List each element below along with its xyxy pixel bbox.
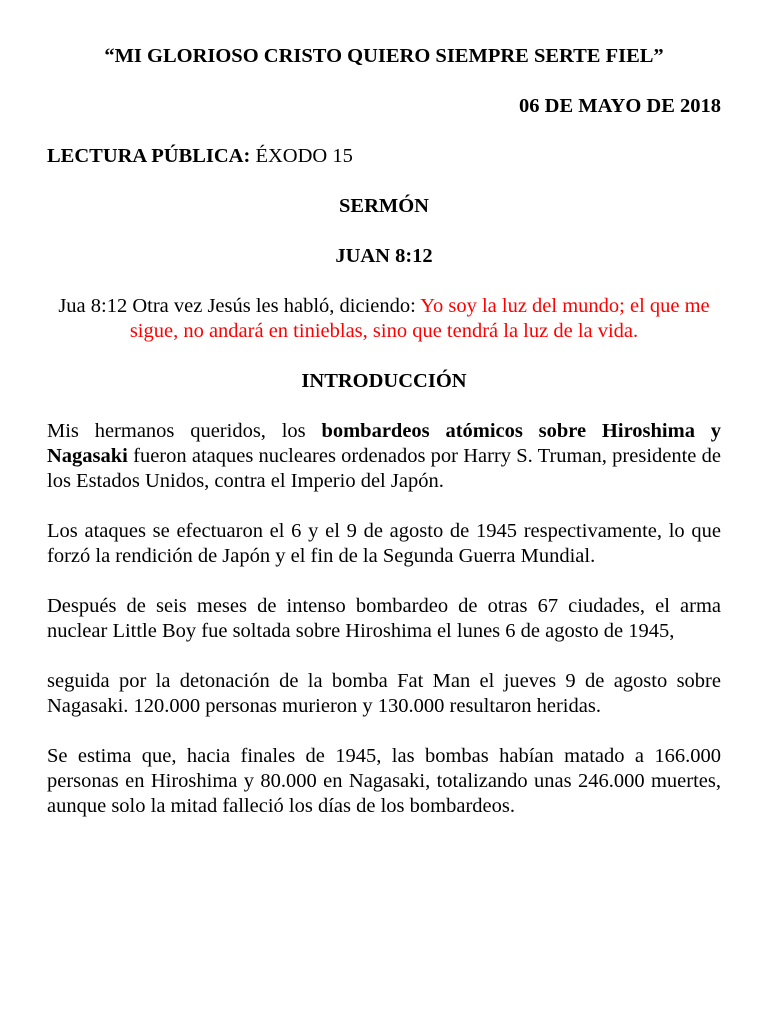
scripture-verse bbox=[47, 294, 721, 344]
paragraph-2: Los ataques se efectuaron el 6 y el 9 de agosto de 1945 respectivamente, lo que forzó la rendición de Japón y el fin de la Segunda Guerra Mundial. bbox=[47, 520, 721, 567]
sermon-date: 06 DE MAYO DE 2018 bbox=[519, 95, 721, 117]
paragraph-1 bbox=[47, 419, 721, 494]
paragraph-5: Se estima que, hacia finales de 1945, las bombas habían matado a 166.000 personas en Hiroshima y 80.000 en Nagasaki, totalizando unas 246.000 muertes, aunque solo la mitad falleció los días de los bombardeos. bbox=[47, 745, 721, 817]
verse-quote: Yo soy la luz del mundo; el que me sigue, no andará en tinieblas, sino que tendrá la luz de la vida. bbox=[129, 295, 710, 342]
public-reading bbox=[47, 144, 721, 169]
document-title: “MI GLORIOSO CRISTO QUIERO SIEMPRE SERTE FIEL” bbox=[104, 45, 664, 67]
paragraph-3: Después de seis meses de intenso bombardeo de otras 67 ciudades, el arma nuclear Little Boy fue soltada sobre Hiroshima el lunes 6 de agosto de 1945, bbox=[47, 595, 721, 642]
verse-intro: Jua 8:12 Otra vez Jesús les habló, diciendo: bbox=[58, 295, 421, 317]
document-page bbox=[47, 44, 721, 819]
public-reading-value: ÉXODO 15 bbox=[250, 145, 353, 167]
paragraph-1-end: fueron ataques nucleares ordenados por Harry S. Truman, presidente de los Estados Unidos, contra el Imperio del Japón. bbox=[47, 445, 721, 492]
introduction-heading: INTRODUCCIÓN bbox=[301, 370, 467, 392]
sermon-heading: SERMÓN bbox=[339, 195, 429, 217]
paragraph-1-bold: bombardeos atómicos sobre Hiroshima y Nagasaki bbox=[47, 420, 722, 467]
public-reading-label: LECTURA PÚBLICA: bbox=[47, 145, 251, 167]
scripture-reference-heading: JUAN 8:12 bbox=[335, 245, 433, 267]
paragraph-4: seguida por la detonación de la bomba Fat Man el jueves 9 de agosto sobre Nagasaki. 120.000 personas murieron y 130.000 resultaron heridas. bbox=[47, 670, 721, 717]
paragraph-1-start: Mis hermanos queridos, los bbox=[47, 420, 322, 442]
